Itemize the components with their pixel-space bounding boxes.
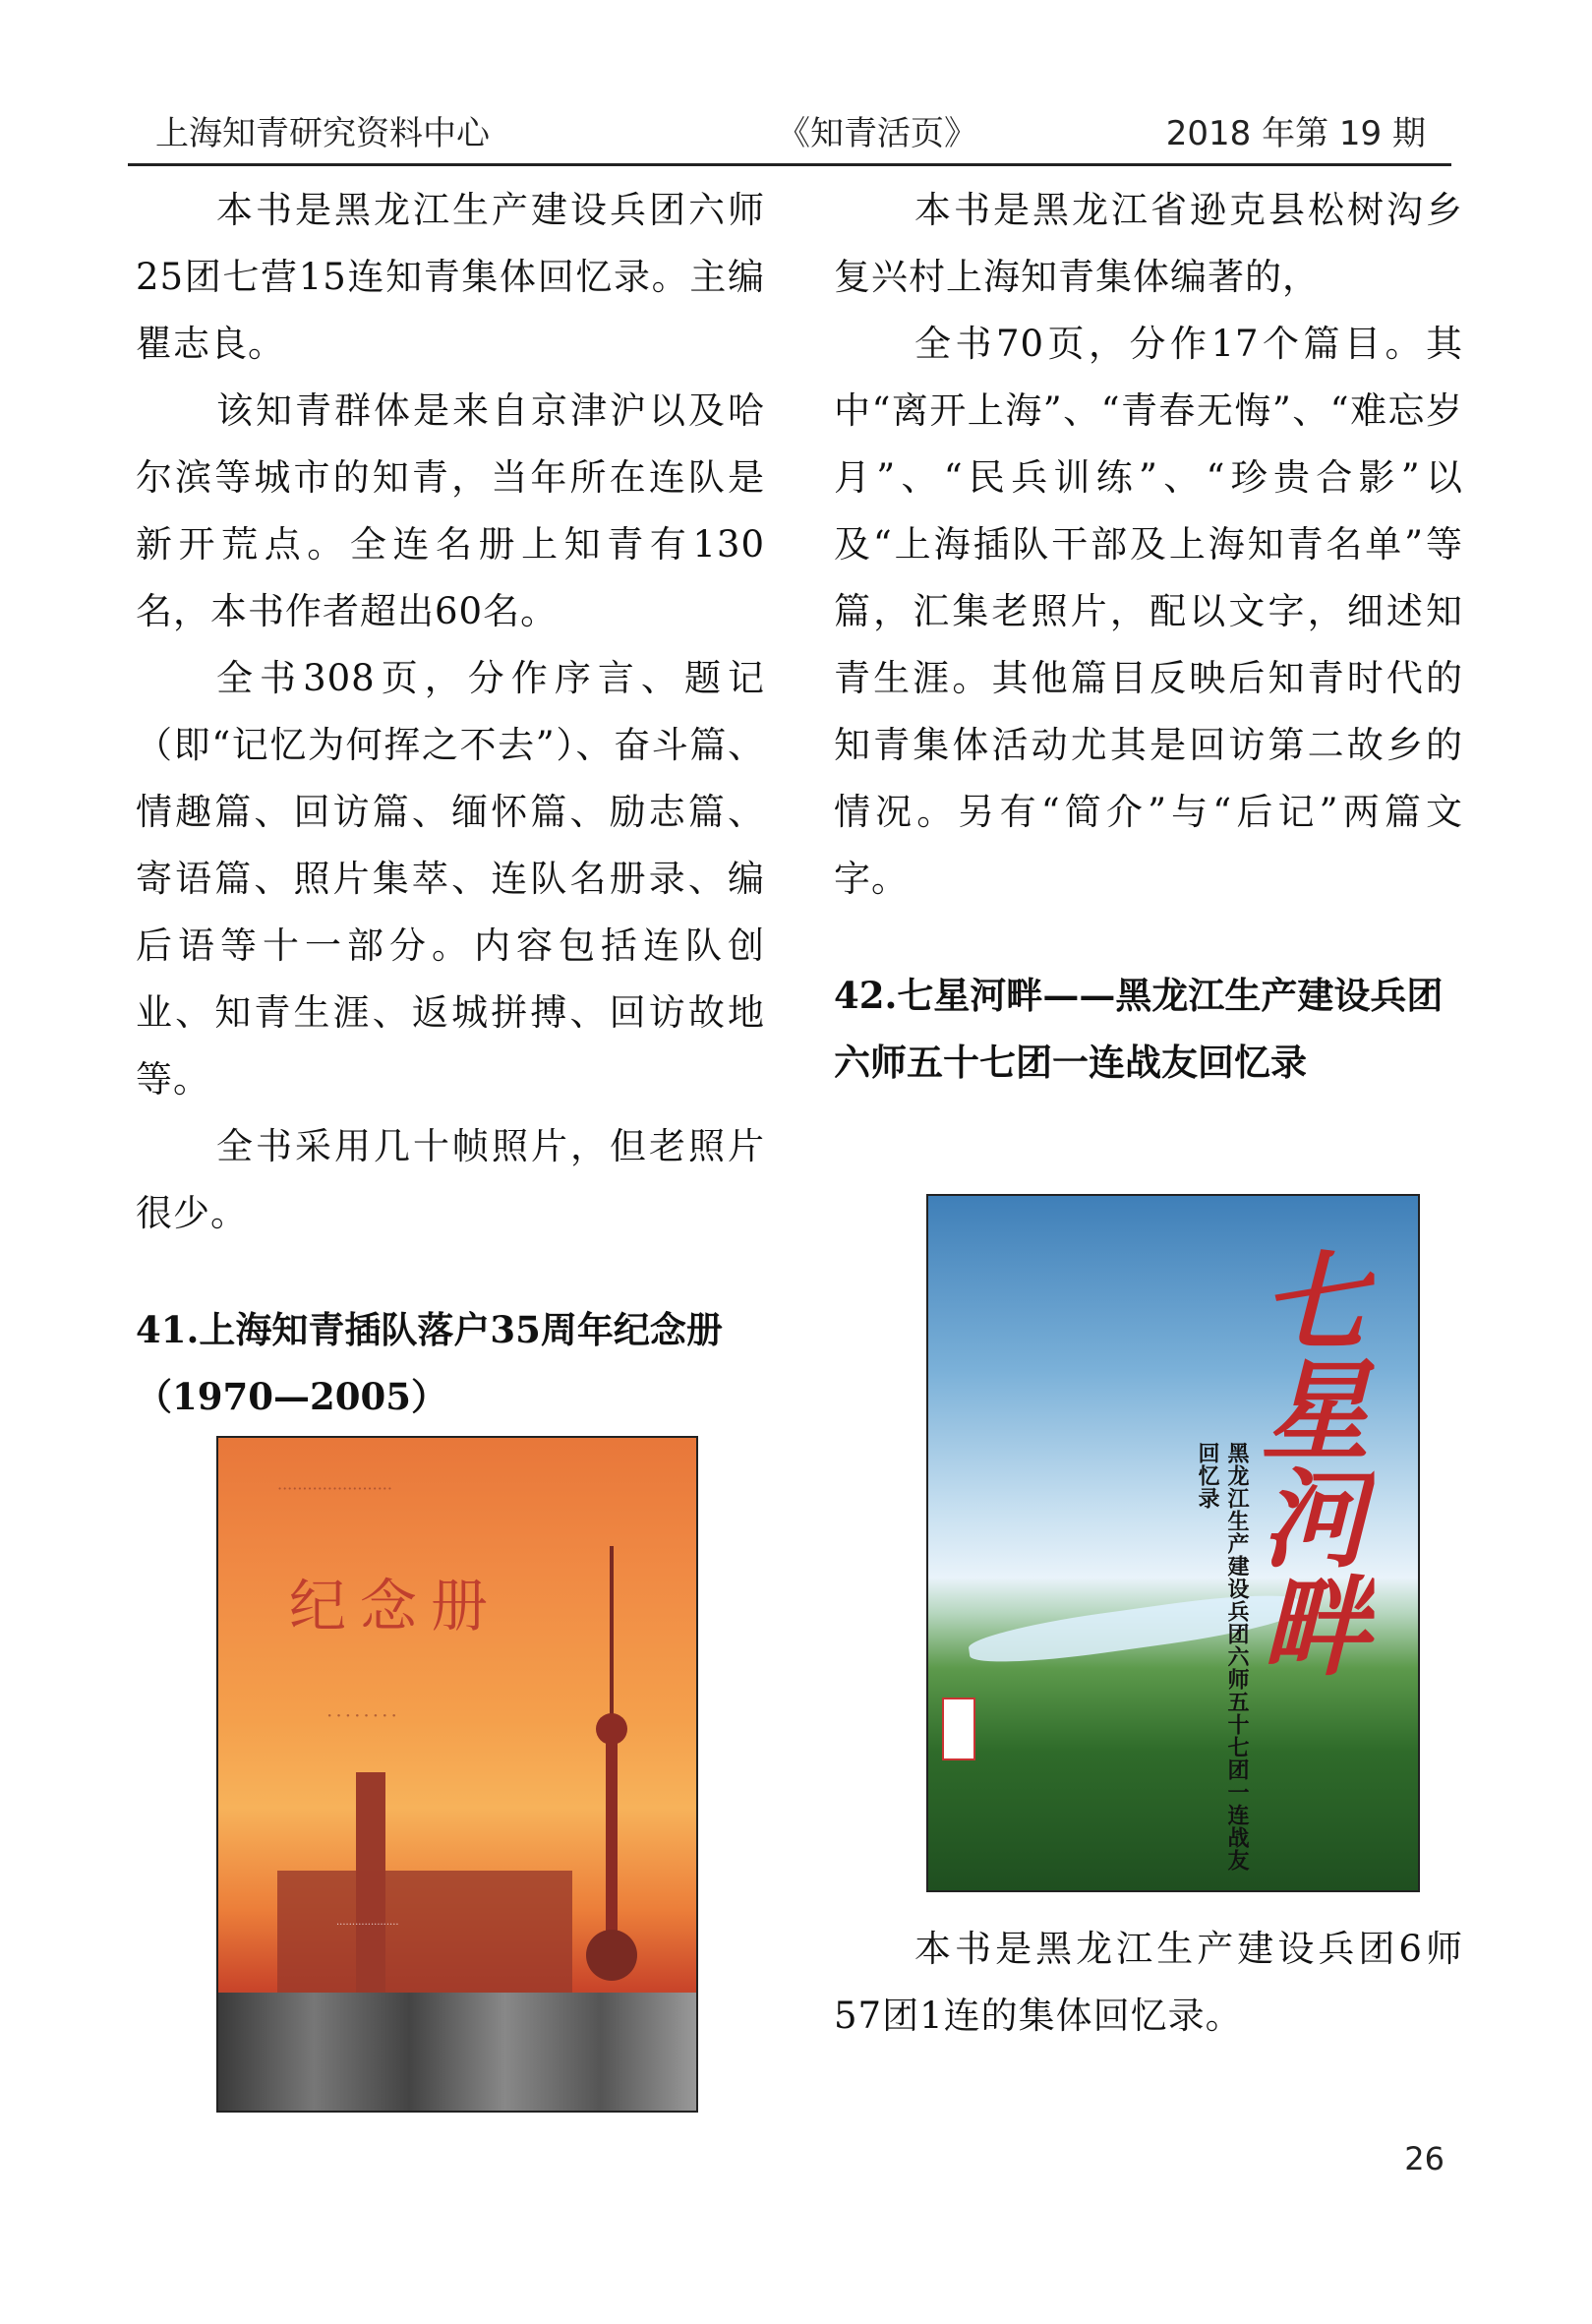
right-paragraph-1: 本书是黑龙江省逊克县松树沟乡复兴村上海知青集体编著的， — [834, 189, 1463, 298]
cover-41-title: 纪念册 — [289, 1573, 502, 1639]
left-column — [136, 177, 765, 1430]
book-cover-41 — [218, 1438, 696, 2111]
header-issue: 2018 年第 19 期 — [1165, 114, 1426, 153]
spacer — [136, 1247, 765, 1296]
left-paragraph-1: 本书是黑龙江生产建设兵团六师25团七营15连知青集体回忆录。主编瞿志良。 — [136, 189, 765, 365]
cover-42-subtitle: 黑龙江生产建设兵团六师五十七团一连战友回忆录 — [1195, 1442, 1249, 1872]
page-header — [147, 106, 1445, 153]
right-column — [834, 177, 1463, 1096]
cover-41-years-decoration: ········ — [326, 1703, 400, 1727]
heading-42: 42.七星河畔——黑龙江生产建设兵团六师五十七团一连战友回忆录 — [834, 974, 1444, 1084]
spacer — [834, 913, 1463, 962]
heading-41: 41.上海知青插队落户35周年纪念册（1970—2005） — [136, 1308, 723, 1418]
cover-42-title: 七星河畔 — [1244, 1245, 1371, 1678]
cover-42-library-tag — [942, 1698, 975, 1760]
header-rule — [128, 163, 1451, 166]
left-paragraph-3: 全书308页，分作序言、题记（即“记忆为何挥之不去”）、奋斗篇、情趣篇、回访篇、缅怀篇、励志篇、寄语篇、照片集萃、连队名册录、编后语等十一部分。内容包括连队创业、知青生涯、返城拼搏、回访故地等。 — [136, 657, 765, 1101]
right-column-bottom — [834, 1916, 1463, 2050]
right-paragraph-3: 本书是黑龙江生产建设兵团6师57团1连的集体回忆录。 — [834, 1928, 1463, 2037]
right-paragraph-2: 全书70页，分作17个篇目。其中“离开上海”、“青春无悔”、“难忘岁月”、“民兵训练”、“珍贵合影”以及“上海插队干部及上海知青名单”等篇，汇集老照片，配以文字，细述知青生涯。其他篇目反映后知青时代的知青集体活动尤其是回访第二故乡的情况。另有“简介”与“后记”两篇文字。 — [834, 323, 1463, 900]
page-number: 26 — [1404, 2140, 1445, 2177]
left-paragraph-4: 全书采用几十帧照片，但老照片很少。 — [136, 1125, 765, 1234]
cover-41-photo-strip — [218, 1993, 696, 2111]
header-org: 上海知青研究资料中心 — [155, 114, 490, 153]
left-paragraph-2: 该知青群体是来自京津沪以及哈尔滨等城市的知青，当年所在连队是新开荒点。全连名册上知青有130名，本书作者超出60名。 — [136, 389, 765, 632]
cover-41-banner-decoration: ···················· — [336, 1920, 399, 1931]
cover-41-subtitle-decoration: ······················· — [277, 1479, 392, 1498]
header-publication: 《知青活页》 — [777, 114, 977, 153]
book-cover-42 — [928, 1196, 1418, 1890]
cover-41-tv-tower — [592, 1546, 631, 1998]
